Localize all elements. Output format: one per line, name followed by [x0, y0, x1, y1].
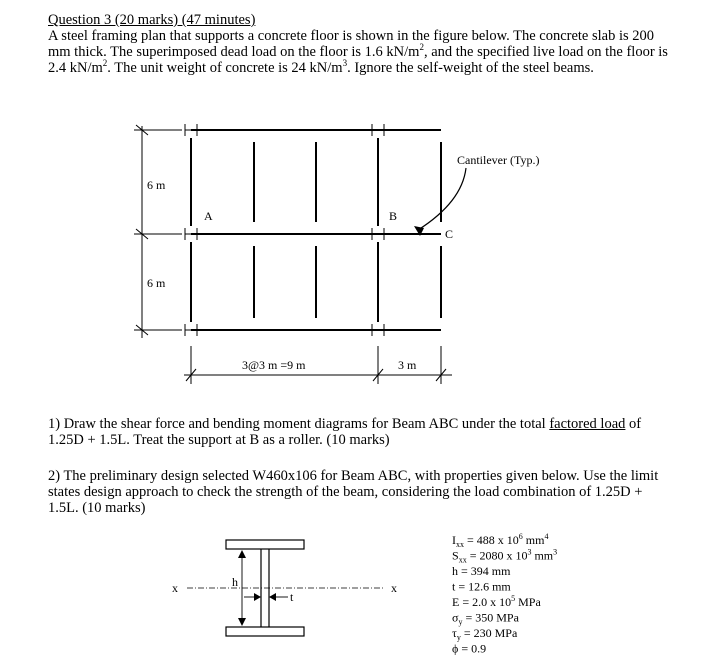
section-property: E = 2.0 x 105 MPa	[452, 594, 541, 609]
h-label: h	[232, 575, 238, 589]
section-property: t = 12.6 mm	[452, 579, 511, 594]
cantilever-note: Cantilever (Typ.)	[457, 153, 540, 167]
question-heading: Question 3 (20 marks) (47 minutes)	[48, 12, 256, 28]
x-axis-label-right: x	[391, 581, 397, 595]
t-label: t	[290, 590, 294, 604]
column-symbol	[372, 124, 384, 136]
column-symbol	[372, 228, 384, 240]
section-property: h = 394 mm	[452, 564, 511, 578]
part-2-text: 2) The preliminary design selected W460x106 for Beam ABC, with properties given below. Use the limit states design approach to check the strength of the beam, considering the load combination of 1.25D + 1.5L. (10 marks)	[48, 468, 659, 516]
label-b: B	[389, 209, 398, 223]
section-property: Ixx = 488 x 106 mm4	[452, 532, 549, 549]
part-1-text: 1) Draw the shear force and bending moment diagrams for Beam ABC under the total factored load of 1.25D + 1.5L. Treat the support at B as a roller. (10 marks)	[48, 416, 642, 448]
top-flange	[226, 540, 304, 549]
bottom-flange	[226, 627, 304, 636]
label-c: C	[445, 227, 454, 241]
section-property: ϕ = 0.9	[452, 641, 487, 656]
column-symbol	[372, 324, 384, 336]
h-arrow-down	[238, 618, 246, 626]
section-property: Sxx = 2080 x 103 mm3	[452, 547, 558, 565]
question-intro: A steel framing plan that supports a concrete floor is shown in the figure below. The concrete slab is 200 mm thick. The superimposed dead load on the floor is 1.6 $kN/m^2$, and the specified live load on the floor is 2.4 $kN/m^2$. The unit weight of concrete is 24 $kN/m^3$. Ignore the self-weight of the steel beams.	[48, 28, 668, 76]
h-arrow-up	[238, 550, 246, 558]
t-arrowhead-left	[254, 593, 261, 601]
t-arrowhead-right	[269, 593, 276, 601]
x-axis-label-left: x	[172, 581, 178, 595]
column-symbol	[185, 124, 197, 136]
label-a: A	[204, 209, 213, 223]
column-symbol	[185, 228, 197, 240]
cantilever-dim-label: 3 m	[398, 358, 417, 372]
dim-label-bottom: 6 m	[147, 276, 166, 290]
w-section-figure	[187, 540, 383, 636]
section-property: σy = 350 MPa	[452, 610, 519, 627]
column-symbol	[185, 324, 197, 336]
section-property: τy = 230 MPa	[452, 626, 518, 642]
dim-label-top: 6 m	[147, 178, 166, 192]
span-dim-label: 3@3 m =9 m	[242, 358, 306, 372]
